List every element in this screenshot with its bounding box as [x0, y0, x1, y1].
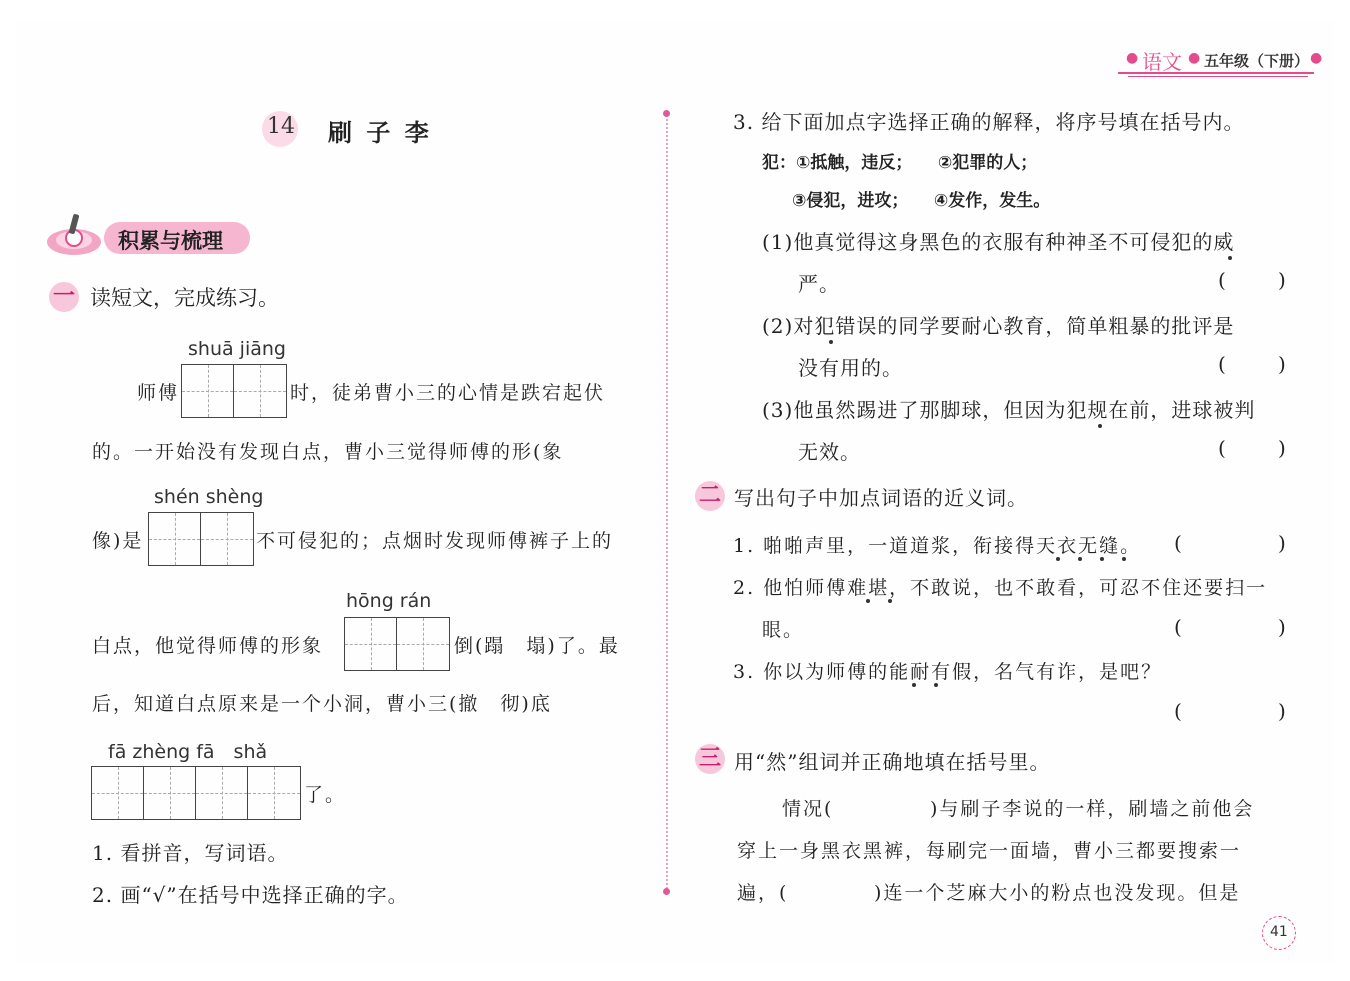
part2-item1-paren-close: )	[1278, 531, 1286, 555]
emphasis-dot-nan	[866, 599, 870, 603]
q3-item1-paren-close: )	[1278, 268, 1286, 292]
q3-item3-paren-open[interactable]: (	[1218, 436, 1226, 460]
q3-item1-line2: 严。	[798, 272, 840, 296]
passage-line6-post: 了。	[304, 784, 347, 806]
emphasis-dot-fan1	[1228, 256, 1232, 260]
part1-question1: 1. 看拼音，写词语。	[92, 841, 289, 865]
part2-title: 写出句子中加点词语的近义词。	[734, 486, 1028, 510]
fan-definitions-1: 犯：①抵触，违反； ②犯罪的人；	[762, 153, 1038, 173]
part2-item1-paren-open[interactable]: (	[1174, 531, 1182, 555]
q3-item2-line2: 没有用的。	[798, 356, 903, 380]
emphasis-dot-wu	[1100, 557, 1104, 561]
part2-item2-paren-open[interactable]: (	[1174, 615, 1182, 639]
part2-marker: 二	[695, 481, 725, 511]
answer-grid-hong-ran[interactable]	[344, 617, 450, 671]
page-number: 41	[1270, 924, 1288, 940]
q3-item3-line2: 无效。	[798, 440, 861, 464]
passage-line3-post: 不可侵犯的；点烟时发现师傅裤子上的	[256, 530, 614, 552]
header-dot-right: ●	[1310, 50, 1323, 66]
passage-line1-post: 时，徒弟曹小三的心情是跌宕起伏	[290, 382, 606, 404]
part3-marker: 三	[695, 744, 725, 774]
q3-item1-paren-open[interactable]: (	[1218, 268, 1226, 292]
q3-item2-line1: (2)对犯错误的同学要耐心教育，简单粗暴的批评是	[762, 314, 1235, 338]
part2-item1: 1. 啪啪声里，一道道浆，衔接得天衣无缝。	[733, 535, 1142, 557]
pinyin-shua-jiang: shuā jiāng	[188, 338, 286, 360]
part1-marker: 一	[49, 282, 79, 312]
answer-grid-fa-zheng-fa-sha[interactable]	[91, 766, 301, 820]
lesson-number: 14	[267, 114, 295, 139]
passage-line2: 的。一开始没有发现白点，曹小三觉得师傅的形(象	[92, 441, 564, 463]
emphasis-dot-kan	[888, 599, 892, 603]
part2-item2-line1: 2. 他怕师傅难堪，不敢说，也不敢看，可忍不住还要扫一	[733, 577, 1268, 599]
answer-grid-shua-jiang[interactable]	[181, 364, 287, 418]
part3-line3-pre[interactable]: 遍，(	[737, 882, 789, 904]
passage-line4-pre: 白点，他觉得师傅的形象	[92, 635, 324, 657]
part3-line1-pre[interactable]: 情况(	[782, 798, 834, 820]
part3-line1-post: )与刷子李说的一样，刷墙之前他会	[930, 798, 1255, 820]
emphasis-dot-fan2	[829, 340, 833, 344]
pinyin-fa-zheng-fa-sha: fā zhèng fā shǎ	[108, 741, 268, 763]
flower-pen-icon	[44, 210, 106, 260]
passage-line3-pre: 像)是	[92, 530, 144, 552]
q3-item1-line1: (1)他真觉得这身黑色的衣服有种神圣不可侵犯的威	[762, 230, 1235, 254]
part2-item3: 3. 你以为师傅的能耐有假，名气有诈，是吧？	[733, 661, 1163, 683]
column-divider	[666, 112, 668, 892]
header-dot-left: ●	[1126, 50, 1139, 66]
lesson-title: 刷 子 李	[328, 118, 432, 147]
emphasis-dot-neng	[912, 683, 916, 687]
passage-line1-pre: 师傅	[137, 382, 180, 404]
emphasis-dot-fan3	[1098, 424, 1102, 428]
divider-dot-bottom	[663, 888, 670, 895]
emphasis-dot-feng	[1122, 557, 1126, 561]
part2-item2-line2: 眼。	[762, 619, 805, 641]
part2-item3-paren-close: )	[1278, 699, 1286, 723]
q3-title: 3. 给下面加点字选择正确的解释，将序号填在括号内。	[733, 110, 1245, 134]
part2-item3-paren-open[interactable]: (	[1174, 699, 1182, 723]
section-banner-text: 积累与梳理	[118, 229, 223, 253]
q3-item2-paren-open[interactable]: (	[1218, 352, 1226, 376]
part3-line2: 穿上一身黑衣黑裤，每刷完一面墙，曹小三都要搜索一	[737, 840, 1242, 862]
q3-item3-line1: (3)他虽然踢进了那脚球，但因为犯规在前，进球被判	[762, 398, 1256, 422]
header-dot-mid: ●	[1188, 50, 1201, 66]
divider-dot-top	[663, 110, 670, 117]
part3-line3-post: )连一个芝麻大小的粉点也没发现。但是	[874, 882, 1241, 904]
emphasis-dot-tian	[1056, 557, 1060, 561]
header-grade: 五年级（下册）	[1204, 52, 1310, 70]
fan-definitions-2: ③侵犯，进攻； ④发作，发生。	[792, 191, 1051, 211]
emphasis-dot-yi	[1078, 557, 1082, 561]
part1-question2: 2. 画“√”在括号中选择正确的字。	[92, 883, 409, 907]
part3-title: 用“然”组词并正确地填在括号里。	[734, 750, 1051, 774]
header-underline-thin	[1128, 76, 1308, 77]
emphasis-dot-nai	[934, 683, 938, 687]
part2-item2-paren-close: )	[1278, 615, 1286, 639]
q3-item2-paren-close: )	[1278, 352, 1286, 376]
passage-line4-post: 倒(蹋 塌)了。最	[454, 635, 620, 657]
pinyin-hong-ran: hōng rán	[346, 590, 432, 612]
header-underline	[1118, 72, 1314, 74]
answer-grid-shen-sheng[interactable]	[148, 512, 254, 566]
pinyin-shen-sheng: shén shèng	[154, 486, 264, 508]
header-subject: 语文	[1142, 50, 1182, 74]
part1-title: 读短文，完成练习。	[90, 286, 279, 310]
passage-line5: 后，知道白点原来是一个小洞，曹小三(撤 彻)底	[92, 693, 552, 715]
q3-item3-paren-close: )	[1278, 436, 1286, 460]
